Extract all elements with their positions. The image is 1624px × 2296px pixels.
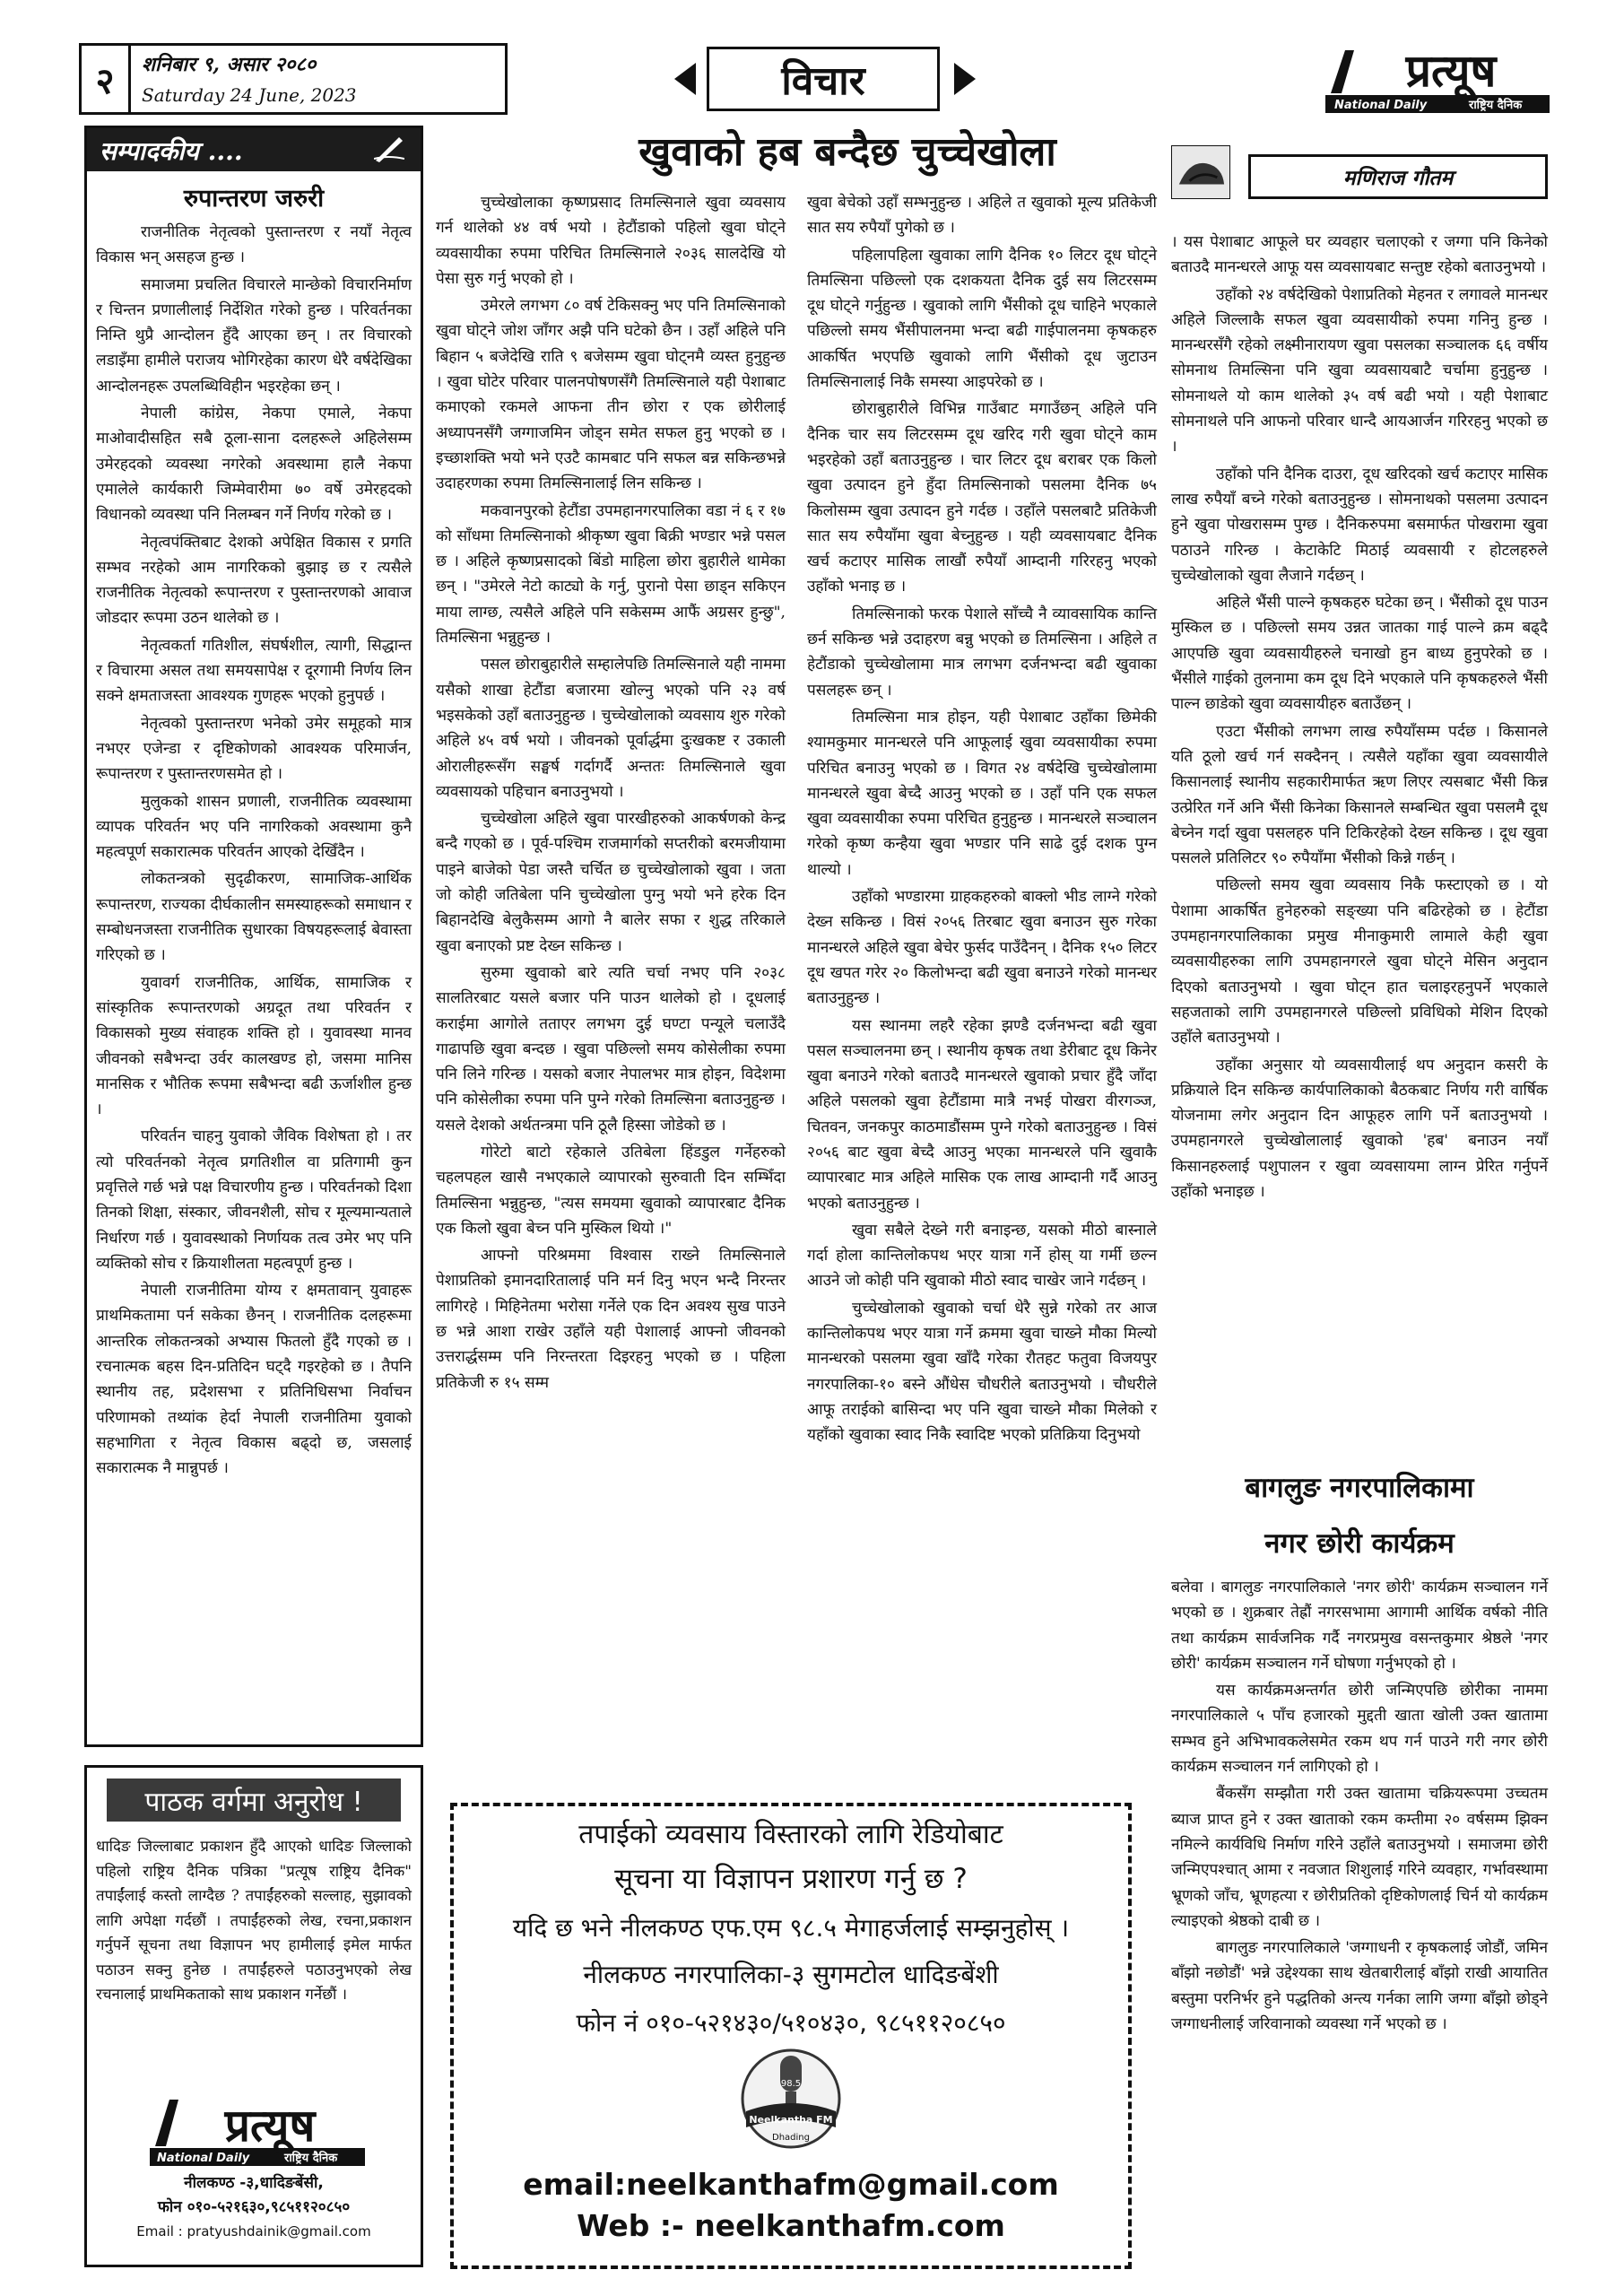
article-paragraph: मकवानपुरको हेटौंडा उपमहानगरपालिका वडा नं ६ र १७ को साँधमा तिमल्सिनाको श्रीकृष्ण खुवा बिक्री भण्डार भन्ने पसल छ । अहिले कृष्णप्रसादको बिंडो माहिला छोरा बुहारीले थामेका छन् । "उमेरले नेटो काट्यो के गर्नु, पुरानो पेसा छाड्न सकिएन माया लाग्छ, त्यसैले अहिले पनि सकेसम्म आफैं अग्रसर हुन्छु", तिमल्सिना भन्नुहुन्छ । xyxy=(436,501,786,648)
reader-contact xyxy=(87,2171,421,2244)
article-paragraph: उहाँको २४ वर्षदेखिको पेशाप्रतिको मेहनत र लगावले मानन्धर अहिले जिल्लाकै सफल खुवा व्यवसायीको रुपमा गनिनु हुन्छ । मानन्धरसँगै रहेको लक्ष्मीनारायण खुवा पसलका सञ्चालक ६६ वर्षीय सोमनाथ तिमल्सिना पनि खुवा व्यवसायबाटै चर्चामा हुनुहुन्छ । सोमनाथले यो काम थालेको ३५ वर्ष बढी भयो । यही पेशाबाट सोमनाथले पनि आफनो परिवार धान्दै आयआर्जन गरिरहनु भएको छ । xyxy=(1171,285,1548,457)
article-column-1 xyxy=(436,190,786,1787)
radio-advertisement xyxy=(450,1803,1132,2269)
section-title: विचार xyxy=(707,47,940,111)
author-box xyxy=(1171,145,1548,215)
editorial-body xyxy=(96,220,412,1483)
article-paragraph: गोरेटो बाटो रहेकाले उतिबेला हिंडडुल गर्नेहरुको चहलपहल खासै नभएकाले व्यापारको सुरुवाती दिन सम्भिँदा तिमल्सिना भन्नुहुन्छ, "त्यस समयमा खुवाको व्यापारबाट दैनिक एक किलो खुवा बेच्न पनि मुस्किल थियो ।" xyxy=(436,1143,786,1238)
editorial-paragraph: युवावर्ग राजनीतिक, आर्थिक, सामाजिक र सांस्कृतिक रूपान्तरणको अग्रदूत तथा परिवर्तन र विकासको मुख्य संवाहक शक्ति हो । युवावस्था मानव जीवनको सबैभन्दा उर्वर कालखण्ड हो, जसमा मानिस मानसिक र भौतिक रूपमा सबैभन्दा बढी ऊर्जाशील हुन्छ । xyxy=(96,973,412,1119)
arrow-left-icon xyxy=(674,63,696,95)
page-number: २ xyxy=(79,43,131,115)
pratyush-logo xyxy=(1325,43,1550,115)
logo-text: प्रत्यूष xyxy=(1405,45,1497,97)
reader-logo-sub-right: राष्ट्रिय दैनिक xyxy=(284,2152,338,2165)
editorial-paragraph: मुलुकको शासन प्रणाली, राजनीतिक व्यवस्थामा व्यापक परिवर्तन भए पनि नागरिकको अवस्थामा कुनै महत्वपूर्ण सकारात्मक परिवर्तन आएको देखिँदैन । xyxy=(96,792,412,862)
neelkantha-fm-logo xyxy=(739,2047,843,2154)
editorial-paragraph: परिवर्तन चाहनु युवाको जैविक विशेषता हो । तर त्यो परिवर्तनको नेतृत्व प्रगतिशील वा प्रतिगामी कुन प्रवृत्तिले गर्छ भन्ने पक्ष विचारणीय हुन्छ । परिवर्तनको दिशा तिनको शिक्षा, संस्कार, जीवनशैली, सोच र मूल्यमान्यताले निर्धारण गर्छ । युवावस्थाको निर्णायक तत्व उमेर भए पनि व्यक्तिको सोच र क्रियाशीलता महत्वपूर्ण हुन्छ । xyxy=(96,1127,412,1273)
editorial-paragraph: नेतृत्वकर्ता गतिशील, संघर्षशील, त्यागी, सिद्धान्त र विचारमा असल तथा समयसापेक्ष र दूरगामी निर्णय लिन सक्ने क्षमताजस्ता आवश्यक गुणहरू भएको हुनुपर्छ । xyxy=(96,636,412,706)
editorial-title: रुपान्तरण जरुरी xyxy=(183,185,325,213)
pen-icon xyxy=(374,135,404,162)
article-paragraph: पसल छोराबुहारीले सम्हालेपछि तिमल्सिनाले यही नाममा यसैको शाखा हेटौंडा बजारमा खोल्नु भएको पनि २३ वर्ष भइसकेको उहाँ बताउनुहुन्छ । चुच्चेखोलाको व्यवसाय शुरु गरेको अहिले ४५ वर्ष भयो । जीवनको पूर्वार्द्धमा दुःखकष्ट र उकाली ओरालीहरूसँग सङ्घर्ष गर्दागर्दै अन्ततः तिमल्सिनाले खुवा व्यवसायको पहिचान बनाउनुभयो । xyxy=(436,656,786,801)
article-paragraph: खुवा सबैले देख्ने गरी बनाइन्छ, यसको मीठो बास्नाले गर्दा होला कान्तिलोकपथ भएर यात्रा गर्ने होस् या गर्मी छल्न आउने जो कोही पनि खुवाको मीठो स्वाद चाखेर जाने गर्दछन् । xyxy=(807,1221,1157,1291)
editorial-label: सम्पादकीय .... xyxy=(100,136,243,166)
article-paragraph: यस स्थानमा लहरै रहेका झण्डै दर्जनभन्दा बढी खुवा पसल सञ्चालनमा छन् । स्थानीय कृषक तथा डेरीबाट दूध किनेर खुवा बनाउने गरेको बताउदै मानन्धरले खुवाको प्रचार हुँदै जाँदा अहिले पसलको खुवा हेटौंडामा मात्रै नभई पोखरा वीरगञ्ज, चितवन, जनकपुर काठमाडौंसम्म पुग्ने गरेको बताउनुहुन्छ । विसं २०५६ बाट खुवा बेच्दै आउनु भएका मानन्धरले पनि खुवाकै व्यापारबाट मात्र अहिले मासिक एक लाख आम्दानी गर्दै आउनु भएको बताउनुहुन्छ । xyxy=(807,1016,1157,1213)
editorial-paragraph: राजनीतिक नेतृत्वको पुस्तान्तरण र नयाँ नेतृत्व विकास भन् असहज हुन्छ । xyxy=(96,223,412,267)
article-headline: खुवाको हब बन्दैछ चुच्चेखोला xyxy=(638,129,1056,175)
article-paragraph: चुच्चेखोला अहिले खुवा पारखीहरुको आकर्षणको केन्द्र बन्दै गएको छ । पूर्व-पश्चिम राजमार्गको सप्तरीको बरमजीयामा पाइने बाजेको पेडा जस्तै चर्चित छ चुच्चेखोलाको खुवा । जता जो कोही जतिबेला पनि चुच्चेखोला पुग्नु भयो भने हरेक दिन बिहानदेखि बेलुकैसम्म आगो नै बालेर सफा र शुद्ध तरिकाले खुवा बनाएको प्रष्ट देख्न सकिन्छ । xyxy=(436,810,786,955)
reader-phone: फोन ०१०-५२१६३०,९८५११२०८५० xyxy=(157,2198,351,2216)
editorial-label-bar xyxy=(87,128,421,171)
article-paragraph: उहाँको पनि दैनिक दाउरा, दूध खरिदको खर्च कटाएर मासिक लाख रुपैयाँ बच्ने गरेको बताउनुहुन्छ । सोमनाथको पसलमा उत्पादन हुने खुवा पोखरासम्म पुग्छ । दैनिकरुपमा बसमार्फत पोखरामा खुवा पठाउने गरिन्छ । केटाकेटि मिठाई व्यवसायी र होटलहरुले चुच्चेखोलाको खुवा लैजाने गर्दछन् । xyxy=(1171,465,1548,585)
article-paragraph: उमेरले लगभग ८० वर्ष टेकिसक्नु भए पनि तिमल्सिनाको खुवा घोट्ने जोश जाँगर अझै पनि घटेको छैन । उहाँ अहिले पनि बिहान ५ बजेदेखि राति ९ बजेसम्म खुवा घोट्नमै व्यस्त हुनुहुन्छ । खुवा घोटेर परिवार पालनपोषणसँगै तिमल्सिनाले यही पेशाबाट कमाएको रकमले आफना तीन छोरा र एक छोरीलाई अध्यापनसँगै जग्गाजमिन जोड्न समेत सफल हुनु भएको छ । इच्छाशक्ति भयो भने एउटै कामबाट पनि सफल बन्न सकिन्छभन्ने उदाहरणका रुपमा तिमल्सिनालाई लिन सकिन्छ । xyxy=(436,297,786,493)
logo-sub-left: National Daily xyxy=(1334,99,1428,112)
arrow-right-icon xyxy=(954,63,976,95)
news-title xyxy=(1171,1460,1548,1571)
ad-line-4: नीलकण्ठ नगरपालिका-३ सुगमटोल धादिङबेंशी xyxy=(583,1960,999,1989)
editorial-paragraph: नेपाली राजनीतिमा योग्य र क्षमतावान् युवाहरू प्राथमिकतामा पर्न सकेका छैनन् । राजनीतिक दलहरूमा आन्तरिक लोकतन्त्रको अभ्यास फितलो हुँदै गएको छ । रचनात्मक बहस दिन-प्रतिदिन घट्दै गइरहेको छ । तैपनि स्थानीय तह, प्रदेशसभा र प्रतिनिधिसभा निर्वाचन परिणामको तथ्यांक हेर्दा नेपाली राजनीतिमा युवाको सहभागिता र नेतृत्व विकास बढ्दो छ, जसलाई सकारात्मक नै मान्नुपर्छ । xyxy=(96,1282,412,1478)
reader-logo-sub-left: National Daily xyxy=(157,2152,250,2165)
news-paragraph: बैंकसँग सम्झौता गरी उक्त खातामा चक्रियरूपमा उच्चतम ब्याज प्राप्त हुने र उक्त खाताको रकम कम्तीमा २० वर्षसम्म झिक्न नमिल्ने कार्यविधि निर्माण गरिने उहाँले बताउनुभयो । समाजमा छोरी जन्मिएपश्चात् आमा र नवजात शिशुलाई गरिने व्यवहार, गर्भावस्थामा भ्रूणको जाँच, भ्रूणहत्या र छोरीप्रतिको दृष्टिकोणलाई चिर्न यो कार्यक्रम ल्याइएको श्रेष्ठको दाबी छ । xyxy=(1171,1785,1548,1930)
ad-line-1: तपाईको व्यवसाय विस्तारको लागि रेडियोबाट xyxy=(578,1819,1003,1850)
article-paragraph: आफ्नो परिश्रममा विश्वास राख्ने तिमल्सिनाले पेशाप्रतिको इमानदारितालाई पनि मर्न दिनु भएन भन्दै निरन्तर लागिरहे । मिहिनेतमा भरोसा गर्नेले एक दिन अवश्य सुख पाउने छ भन्ने आशा राखेर उहाँले यही पेशालाई आफ्नो जीवनको उत्तरार्द्धसम्म पनि निरन्तरता दिइरहनु भएको छ । पहिला प्रतिकेजी रु १५ सम्म xyxy=(436,1247,786,1392)
article-paragraph: । यस पेशाबाट आफूले घर व्यवहार चलाएको र जग्गा पनि किनेको बताउदै मानन्धरले आफू यस व्यवसायबाट सन्तुष्ट रहेको बताउनुभयो । xyxy=(1171,233,1548,277)
article-paragraph: खुवा बेचेको उहाँ सम्भनुहुन्छ । अहिले त खुवाको मूल्य प्रतिकेजी सात सय रुपैयाँ पुगेको छ । xyxy=(807,194,1157,238)
news-paragraph: बलेवा । बागलुङ नगरपालिकाले 'नगर छोरी' कार्यक्रम सञ्चालन गर्ने भएको छ । शुक्रबार तेह्रौं नगरसभामा आगामी आर्थिक वर्षको नीति तथा कार्यक्रम सार्वजनिक गर्दै नगरप्रमुख वसन्तकुमार श्रेष्ठले 'नगर छोरी' कार्यक्रम सञ्चालन गर्ने घोषणा गर्नुभएको हो । xyxy=(1171,1578,1548,1673)
ad-email[interactable]: email:neelkanthafm@gmail.com xyxy=(523,2167,1059,2202)
date-english: Saturday 24 June, 2023 xyxy=(142,84,357,106)
article-paragraph: तिमल्सिना मात्र होइन, यही पेशाबाट उहाँका छिमेकी श्यामकुमार मानन्धरले पनि आफूलाई खुवा व्यवसायीका रुपमा परिचित बनाउनु भएको छ । विगत २४ वर्षदेखि चुच्चेखोलामा मानन्धरले खुवा बेच्दै आउनु भएको छ । उहाँ पनि एक सफल खुवा व्यवसायीका रुपमा परिचित हुनुहुन्छ । मानन्धरले सञ्चालन गरेको कृष्ण कन्हैया खुवा भण्डार पनि साढे दुई दशक पुग्न थाल्यो । xyxy=(807,708,1157,879)
date-box xyxy=(131,43,508,115)
editorial-paragraph: समाजमा प्रचलित विचारले मान्छेको विचारनिर्माण र चिन्तन प्रणालीलाई निर्देशित गरेको हुन्छ । परिवर्तनका निम्ति थुप्रै आन्दोलन हुँदै आएका छन् । तर विचारको लडाइँमा हामीले पराजय भोगिरहेका कारण धेरै वर्षदेखिका आन्दोलनहरू उपलब्धिविहीन भइरहेका छन् । xyxy=(96,275,412,396)
editorial-paragraph: नेतृत्वको पुस्तान्तरण भनेको उमेर समूहको मात्र नभएर एजेन्डा र दृष्टिकोणको आवश्यक परिमार्जन, रूपान्तरण र पुस्तान्तरणसमेत हो । xyxy=(96,714,412,784)
logo-sub-right: राष्ट्रिय दैनिक xyxy=(1469,99,1523,112)
reader-email[interactable]: Email : pratyushdainik@gmail.com xyxy=(136,2223,371,2239)
editorial-paragraph: लोकतन्त्रको सुदृढीकरण, सामाजिक-आर्थिक रूपान्तरण, राज्यका दीर्घकालीन समस्याहरूको समाधान र सम्बोधनजस्ता राजनीतिक सुधारका विषयहरूलाई बेवास्ता गरिएको छ । xyxy=(96,870,412,965)
news-title-line-2: नगर छोरी कार्यक्रम xyxy=(1264,1527,1455,1560)
ad-logo-text: Neelkantha FM xyxy=(749,2114,833,2126)
editorial-paragraph: नेतृत्वपंक्तिबाट देशको अपेक्षित विकास र प्रगति सम्भव नरहेको आम नागरिकको बुझाइ छ र त्यसैले राजनीतिक नेतृत्वको रूपान्तरण र पुस्तान्तरणको आवाज जोडदार रूपमा उठन थालेको छ । xyxy=(96,533,412,628)
reader-request-box xyxy=(84,1765,423,2267)
article-paragraph: अहिले भैंसी पाल्ने कृषकहरु घटेका छन् । भैंसीको दूध पाउन मुस्किल छ । पछिल्लो समय उन्नत जातका गाई पाल्ने क्रम बढ्दै आएपछि खुवा व्यवसायीहरुले चनाखो हुन बाध्य हुनुपरेको छ । भैंसीले गाईको तुलनामा कम दूध दिने भएकाले पनि कृषकहरुले भैंसी पाल्न छाडेको खुवा व्यवसायीहरु बताउँछन् । xyxy=(1171,594,1548,714)
article-paragraph: पहिलापहिला खुवाका लागि दैनिक १० लिटर दूध घोट्ने तिमल्सिना पछिल्लो एक दशकयता दैनिक दुई सय लिटरसम्म दूध घोट्ने गर्नुहुन्छ । खुवाको लागि भैंसीको दूध चाहिने भएकाले पछिल्लो समय भैंसीपालनमा भन्दा बढी गाईपालनमा कृषकहरु आकर्षित भएपछि खुवाको लागि भैंसीको दूध जुटाउन तिमल्सिनालाई निकै समस्या आइपरेको छ । xyxy=(807,246,1157,392)
editorial-box xyxy=(84,126,423,1747)
ad-logo-freq: 98.5 xyxy=(780,2079,802,2089)
ad-line-5: फोन नं ०१०-५२१४३०/५१०४३०, ९८५११२०८५० xyxy=(576,2008,1006,2038)
article-paragraph: तिमल्सिनाको फरक पेशाले साँच्चै नै व्यावसायिक कान्ति छर्न सकिन्छ भन्ने उदाहरण बन्नु भएको छ तिमल्सिना । अहिले त हेटौंडाको चुच्चेखोलामा मात्र लगभग दर्जनभन्दा बढी खुवाका पसलहरू छन् । xyxy=(807,604,1157,700)
reader-request-body: धादिङ जिल्लाबाट प्रकाशन हुँदै आएको धादिङ जिल्लाको पहिलो राष्ट्रिय दैनिक पत्रिका "प्रत्यूष राष्ट्रिय दैनिक" तपाईंलाई कस्तो लाग्दैछ ? तपाईंहरुको सल्लाह, सुझावको लागि अपेक्षा गर्दछौं । तपाईंहरुको लेख, रचना,प्रकाशन गर्नुपर्ने सूचना तथा विज्ञापन भए हामीलाई इमेल मार्फत पठाउन सक्नु हुनेछ । तपाईंहरुले पठाउनुभएको लेख रचनालाई प्राथमिकताको साथ प्रकाशन गर्नेछौं । xyxy=(96,1837,412,2003)
reader-logo-text: प्रत्यूष xyxy=(224,2100,316,2152)
author-photo xyxy=(1171,145,1230,199)
article-paragraph: उहाँको भण्डारमा ग्राहकहरुको बाक्लो भीड लाग्ने गरेको देख्न सकिन्छ । विसं २०५६ तिरबाट खुवा बनाउन सुरु गरेका मानन्धरले अहिले खुवा बेचेर फुर्सद पाउँदैनन् । दैनिक १५० लिटर दूध खपत गरेर २० किलोभन्दा बढी खुवा बनाउने गरेको मानन्धर बताउनुहुन्छ । xyxy=(807,888,1157,1008)
pratyush-logo-small xyxy=(150,2092,365,2168)
article-paragraph: चुच्चेखोलाका कृष्णप्रसाद तिमल्सिनाले खुवा व्यवसाय गर्न थालेको ४४ वर्ष भयो । हेटौंडाको पहिलो खुवा घोट्ने व्यवसायीका रुपमा परिचित तिमल्सिनाले २०३६ सालदेखि यो पेसा सुरु गर्नु भएको हो । xyxy=(436,194,786,288)
ad-line-3: यदि छ भने नीलकण्ठ एफ.एम ९८.५ मेगाहर्जलाई सम्झनुहोस् । xyxy=(512,1913,1070,1943)
author-name: मणिराज गौतम xyxy=(1248,154,1548,199)
reader-request-title: पाठक वर्गमा अनुरोध ! xyxy=(107,1779,401,1822)
article-column-2 xyxy=(807,190,1157,1787)
article-paragraph: चुच्चेखोलाको खुवाको चर्चा धेरै सुन्ने गरेको तर आज कान्तिलोकपथ भएर यात्रा गर्ने क्रममा खुवा चाख्ने मौका मिल्यो मानन्धरको पसलमा खुवा खाँदै गरेका रौतहट फतुवा विजयपुर नगरपालिका-१० बस्ने औंधेस चौधरीले बताउनुभयो । चौधरीले आफू तराईको बासिन्दा भए पनि खुवा चाख्ने मौका मिलेको र यहाँको खुवाका स्वाद निकै स्वादिष्ट भएको प्रतिक्रिया दिनुभयो xyxy=(807,1299,1157,1445)
article-paragraph: पछिल्लो समय खुवा व्यवसाय निकै फस्टाएको छ । यो पेशामा आकर्षित हुनेहरुको सङ्ख्या पनि बढिरहेको छ । हेटौंडा उपमहानगरपालिकाका प्रमुख मीनाकुमारी लामाले केही खुवा व्यवसायीहरुका लागि उपमहानगरले खुवा घोट्ने मेसिन अनुदान दिएको बताउनुभयो । खुवा घोट्न हात चलाइरहनुपर्ने भएकाले सहजताको लागि उपमहानगरले पछिल्लो प्रविधिको मेशिन दिएको उहाँले बताउनुभयो । xyxy=(1171,876,1548,1048)
article-column-3 xyxy=(1171,230,1548,1458)
editorial-paragraph: नेपाली कांग्रेस, नेकपा एमाले, नेकपा माओवादीसहित सबै ठूला-साना दलहरूले अहिलेसम्म उमेरहदको व्यवस्था नगरेको अवस्थामा हालै नेकपा एमालेले कार्यकारी जिम्मेवारीमा ७० वर्षे उमेरहदको विधानको व्यवस्था पनि निलम्बन गर्ने निर्णय गरेको छ । xyxy=(96,404,412,525)
ad-website[interactable]: Web :- neelkanthafm.com xyxy=(577,2208,1005,2243)
article-paragraph: छोराबुहारीले विभिन्न गाउँबाट मगाउँछन् अहिले पनि दैनिक चार सय लिटरसम्म दूध खरिद गरी खुवा घोट्ने काम भइरहेको उहाँ बताउनुहुन्छ । चार लिटर दूध बराबर एक किलो खुवा उत्पादन हुने हुँदा तिमल्सिनाको पसलमा दैनिक ७५ किलोसम्म खुवा उत्पादन हुने गर्दछ । उहाँले पसलबाटै प्रतिकेजी सात सय रुपैयाँमा खुवा बेच्नुहुन्छ । यही व्यवसायबाट दैनिक खर्च कटाएर मासिक लाखौं रुपैयाँ आम्दानी गरिरहनु भएको उहाँको भनाइ छ । xyxy=(807,400,1157,596)
ad-logo-sub: Dhading xyxy=(772,2133,810,2143)
news-paragraph: बागलुङ नगरपालिकाले 'जग्गाधनी र कृषकलाई जोडौं, जमिन बाँझो नछोडौं' भन्ने उद्देश्यका साथ खेतबारीलाई बाँझो राखी आयातित बस्तुमा परनिर्भर हुने पद्धतिको अन्त्य गर्नका लागि जग्गा बाँझो छोड्ने जग्गाधनीलाई जरिवानाको व्यवस्था गर्ने भएको छ । xyxy=(1171,1939,1548,2034)
news-body xyxy=(1171,1575,1548,2274)
news-title-line-1: बागलुङ नगरपालिकामा xyxy=(1245,1472,1474,1504)
article-paragraph: उहाँका अनुसार यो व्यवसायीलाई थप अनुदान कसरी के प्रक्रियाले दिन सकिन्छ कार्यपालिकाको बैठकबाट निर्णय गरी वार्षिक योजनामा लगेर अनुदान दिन आफूहरु लागि पर्ने बताउनुभयो । उपमहानगरले चुच्चेखोलालाई खुवाको 'हब' बनाउन नयाँ किसानहरुलाई पशुपालन र खुवा व्यवसायमा लाग्न प्रेरित गर्नुपर्ने उहाँको भनाइछ । xyxy=(1171,1056,1548,1201)
date-nepali: शनिबार ९, असार २०८० xyxy=(142,53,317,76)
news-paragraph: यस कार्यक्रमअन्तर्गत छोरी जन्मिएपछि छोरीका नाममा नगरपालिकाले ५ पाँच हजारको मुद्दती खाता खोली उक्त खातामा सम्भव हुने अभिभावकलेसमेत रकम थप गर्न पाउने गरी नगर छोरी कार्यक्रम सञ्चालन गर्न लागिएको हो । xyxy=(1171,1682,1548,1777)
article-paragraph: सुरुमा खुवाको बारे त्यति चर्चा नभए पनि २०३८ सालतिरबाट यसले बजार पनि पाउन थालेको हो । दूधलाई कराईमा आगोले तताएर लगभग दुई घण्टा पन्यूले चलाउँदै गाढापछि खुवा बन्दछ । खुवा पछिल्लो समय कोसेलीका रुपमा पनि लिने गरिन्छ । यसको बजार नेपालभर मात्र होइन, विदेशमा पनि कोसेलीका रुपमा पनि पुग्ने गरेको तिमल्सिना बताउनुहुन्छ । यसले देशको अर्थतन्त्रमा पनि ठूलै हिस्सा जोडेको छ । xyxy=(436,963,786,1135)
masthead xyxy=(79,43,1550,115)
article-paragraph: एउटा भैंसीको लगभग लाख रुपैयाँसम्म पर्दछ । किसानले यति ठूलो खर्च गर्न सक्दैनन् । त्यसैले यहाँका खुवा व्यवसायीले किसानलाई स्थानीय सहकारीमार्फत ऋण लिएर त्यसबाट भैंसी किन्न उत्प्रेरित गर्ने अनि भैंसी किनेका किसानले सम्बन्धित खुवा पसलमै दूध बेच्नेन गर्दा खुवा पसलहरु पनि टिकिरहेको देख्न सकिन्छ । दूध खुवा पसलले प्रतिलिटर ९० रुपैयाँमा भैंसीको किन्ने गर्छन् । xyxy=(1171,722,1548,868)
reader-address: नीलकण्ठ -३,धादिङबेंसी, xyxy=(184,2174,324,2192)
ad-line-2: सूचना या विज्ञापन प्रशारण गर्नु छ ? xyxy=(614,1863,968,1895)
